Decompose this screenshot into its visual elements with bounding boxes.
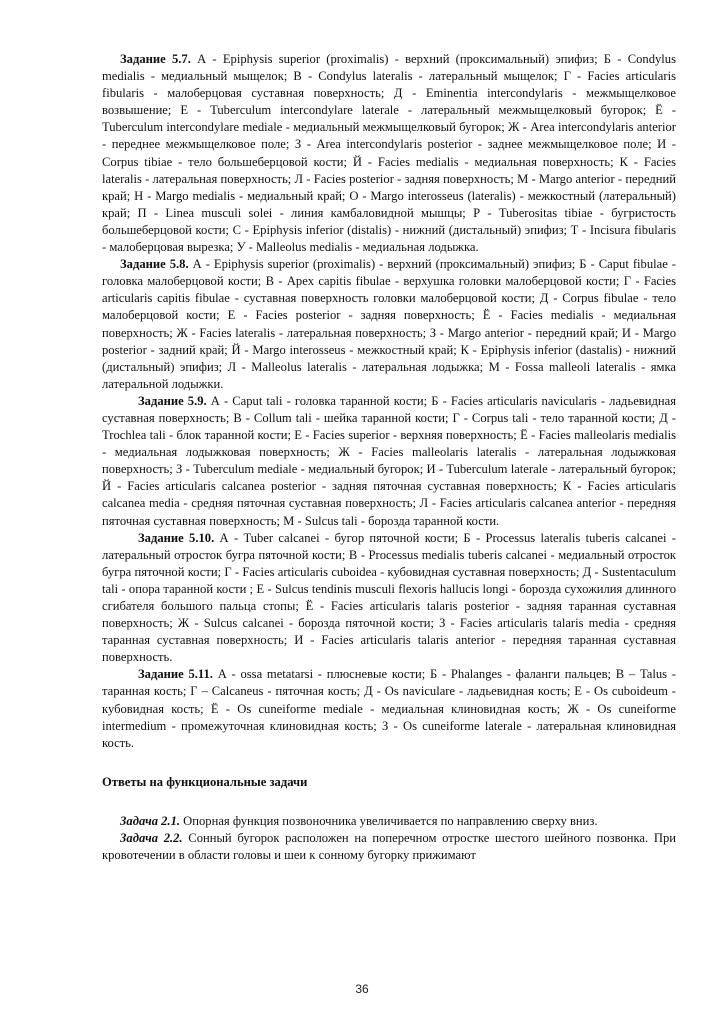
page-content: [102, 51, 676, 864]
task-5-9-paragraph: [102, 393, 676, 530]
problem-2-2-label: [120, 831, 183, 845]
task-5-10-label: Задание 5.10.: [138, 530, 215, 545]
task-5-11-paragraph: [102, 666, 676, 751]
task-5-10-paragraph: [102, 530, 676, 667]
problem-2-2-paragraph: [102, 830, 676, 864]
task-5-9-text: А - Caput tali - головка таранной кости; Б - Facies articularis navicularis - ладьевидная суставная поверхность; В - Collum tali - шейка таранной кости; Г - Corpus tali - тело таранной кости; Д - Trochlea tali - блок таранной кости; Е - Facies superior - верхняя поверхность; Ё - Facies malleolaris medialis - медиальная лодыжковая поверхность; Ж - Facies malleolaris lateralis - латеральная лодыжковая поверхность; З - Tuberculum mediale - медиальный бугорок; И - Tuberculum laterale - латеральный бугорок; Й - Facies articularis calcanea posterior - задняя пяточная суставная поверхность; К - Facies articularis calcanea media - средняя пяточная суставная поверхность; Л - Facies articularis calcanea anterior - передняя пяточная суставная поверхность; М - Sulcus tali - борозда таранной кости.: [102, 393, 676, 528]
task-5-7-text: А - Epiphysis superior (proximalis) - верхний (проксимальный) эпифиз; Б - Condylus medialis - медиальный мыщелок; В - Condylus lateralis - латеральный мыщелок; Г - Facies articularis fibularis - малоберцовая суставная поверхность; Д - Eminentia intercondylaris - межмыщелковое возвышение; Е - Tuberculum intercondylare laterale - латеральный межмыщелковый бугорок; Ё - Tuberculum intercondylare mediale - медиальный межмыщелковый бугорок; Ж - Area intercondylaris anterior - переднее межмыщелковое поле; З - Area intercondylaris posterior - заднее межмыщелковое поле; И - Corpus tibiae - тело большеберцовой кости; Й - Facies medialis - медиальная поверхность; К - Facies lateralis - латеральная поверхность; Л - Facies posterior - задняя поверхность; М - Margo anterior - передний край; Н - Margo medialis - медиальный край; О - Margo interosseus (lateralis) - межкостный (латеральный) край; П - Linea musculi solei - линия камбаловидной мышцы; Р - Tuberositas tibiae - бугристость большеберцовой кости; С - Epiphysis inferior (distalis) - нижний (дистальный) эпифиз; Т - Incisura fibularis - малоберцовая вырезка; У - Malleolus medialis - медиальная лодыжка.: [102, 52, 676, 255]
problem-2-2-text: Сонный бугорок расположен на поперечном отростке шестого шейного позвонка. При кровотечении в области головы и шеи к сонному бугорку прижимают: [102, 831, 677, 863]
task-5-7-label: Задание 5.7.: [120, 52, 191, 66]
problem-2-1-text: Опорная функция позвоночника увеличивается по направлению сверху вниз.: [180, 813, 598, 828]
task-5-8-text: А - Epiphysis superior (proximalis) - верхний (проксимальный) эпифиз; Б - Caput fibulae - головка малоберцовой кости; В - Apex capitis fibulae - верхушка головки малоберцовой кости; Г - Facies articularis capitis fibulae - суставная поверхность головки малоберцовой кости; Д - Corpus fibulae - тело малоберцовой кости; Е - Facies posterior - задняя поверхность; Ё - Facies medialis - медиальная поверхность; Ж - Facies lateralis - латеральная поверхность; З - Margo anterior - передний край; И - Margo posterior - задний край; Й - Margo interosseus - межкостный край; К - Epiphysis inferior (dastalis) - нижний (дистальный) эпифиз; Л - Malleolus lateralis - латеральная лодыжка; М - Fossa malleoli lateralis - ямка латеральной лодыжки.: [102, 257, 676, 391]
task-5-9-label: Задание 5.9.: [138, 393, 207, 408]
page-number: 36: [355, 982, 369, 996]
problem-2-1-label: [120, 814, 180, 828]
task-5-10-text: А - Tuber calcanei - бугор пяточной кости; Б - Processus lateralis tuberis calcanei - латеральный отросток бугра пяточной кости; В - Processus medialis tuberis calcanei - медиальный отросток бугра пяточной кости; Г - Facies articularis cuboidea - кубовидная суставная поверхность; Д - Sustentaculum tali - опора таранной кости ; Е - Sulcus tendinis musculi flexoris hallucis longi - борозда сухожилия длинного сгибателя большого пальца стопы; Ё - Facies articularis talaris posterior - задняя таранная суставная поверхность; Ж - Sulcus calcanei - борозда пяточной кости; З - Facies articularis talaris media - средняя таранная суставная поверхность; И - Facies articularis talaris anterior - передняя таранная суставная поверхность.: [102, 530, 676, 665]
problem-2-2-label-text: Задача 2.2.: [120, 831, 183, 846]
problem-2-1-label-text: Задача 2.1.: [120, 813, 181, 828]
section-title: Ответы на функциональные задачи: [102, 774, 308, 789]
task-5-11-text: А - ossa metatarsi - плюсневые кости; Б - Phalanges - фаланги пальцев; В – Talus - таранная кость; Г – Calcaneus - пяточная кость; Д - Os naviculare - ладьевидная кость; Е - Os cuboideum - кубовидная кость; Ё - Os cuneiforme mediale - медиальная клиновидная кость; Ж - Os cuneiforme intermedium - промежуточная клиновидная кость; З - Os cuneiforme laterale - латеральная клиновидная кость.: [102, 667, 676, 750]
task-5-11-label: Задание 5.11.: [138, 667, 213, 682]
problem-2-1-paragraph: [102, 813, 676, 830]
task-5-8-paragraph: [102, 256, 676, 393]
task-5-7-paragraph: [102, 51, 676, 256]
task-5-8-label: Задание 5.8.: [120, 257, 189, 272]
